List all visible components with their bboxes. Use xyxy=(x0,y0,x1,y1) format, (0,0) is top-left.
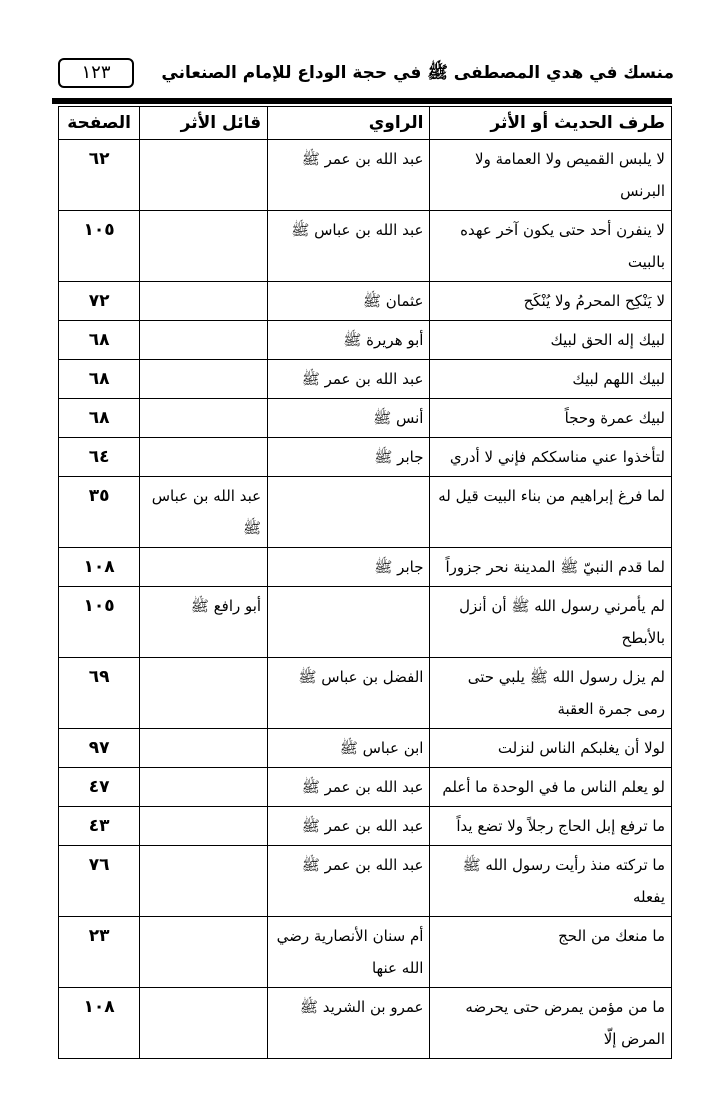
table-row xyxy=(59,321,672,360)
cell-rawi: أنس ﷺ xyxy=(268,399,430,438)
page-header xyxy=(52,56,674,94)
hadith-index-table xyxy=(58,106,672,1059)
cell-page: ٦٢ xyxy=(59,140,140,211)
cell-page: ١٠٥ xyxy=(59,211,140,282)
table-row xyxy=(59,282,672,321)
cell-qaail xyxy=(140,548,268,587)
cell-page: ٢٣ xyxy=(59,917,140,988)
cell-page: ٦٤ xyxy=(59,438,140,477)
column-header-page: الصفحة xyxy=(59,107,140,140)
cell-qaail xyxy=(140,211,268,282)
cell-rawi xyxy=(268,477,430,548)
cell-qaail xyxy=(140,360,268,399)
cell-hadith: لم يزل رسول الله ﷺ يلبي حتى رمى جمرة العقبة xyxy=(430,658,672,729)
table-row xyxy=(59,211,672,282)
cell-rawi: عمرو بن الشريد ﷺ xyxy=(268,988,430,1059)
table-row xyxy=(59,360,672,399)
cell-page: ٦٩ xyxy=(59,658,140,729)
cell-hadith: لتأخذوا عني مناسككم فإني لا أدري xyxy=(430,438,672,477)
cell-qaail xyxy=(140,768,268,807)
cell-page: ٩٧ xyxy=(59,729,140,768)
cell-hadith: لما قدم النبيّ ﷺ المدينة نحر جزوراً xyxy=(430,548,672,587)
cell-page: ٧٦ xyxy=(59,846,140,917)
table-row xyxy=(59,477,672,548)
table-row xyxy=(59,768,672,807)
table-header-row xyxy=(59,107,672,140)
cell-qaail xyxy=(140,988,268,1059)
cell-qaail xyxy=(140,917,268,988)
table-row xyxy=(59,438,672,477)
column-header-hadith: طرف الحديث أو الأثر xyxy=(430,107,672,140)
cell-page: ٣٥ xyxy=(59,477,140,548)
table-row xyxy=(59,917,672,988)
table-row xyxy=(59,658,672,729)
cell-hadith: لما فرغ إبراهيم من بناء البيت قيل له xyxy=(430,477,672,548)
cell-qaail xyxy=(140,438,268,477)
cell-page: ٦٨ xyxy=(59,321,140,360)
cell-rawi: جابر ﷺ xyxy=(268,438,430,477)
cell-rawi: عبد الله بن عمر ﷺ xyxy=(268,807,430,846)
table-row xyxy=(59,846,672,917)
cell-qaail xyxy=(140,140,268,211)
cell-hadith: لا يَنْكِح المحرمُ ولا يُنْكَح xyxy=(430,282,672,321)
cell-rawi: عثمان ﷺ xyxy=(268,282,430,321)
cell-hadith: لو يعلم الناس ما في الوحدة ما أعلم xyxy=(430,768,672,807)
cell-hadith: لبيك إله الحق لبيك xyxy=(430,321,672,360)
cell-page: ١٠٨ xyxy=(59,988,140,1059)
cell-hadith: لولا أن يغلبكم الناس لنزلت xyxy=(430,729,672,768)
table-row xyxy=(59,729,672,768)
cell-rawi: عبد الله بن عباس ﷺ xyxy=(268,211,430,282)
cell-page: ٦٨ xyxy=(59,399,140,438)
cell-qaail xyxy=(140,807,268,846)
cell-qaail xyxy=(140,658,268,729)
table-row xyxy=(59,587,672,658)
page-number-box xyxy=(58,58,134,88)
cell-qaail xyxy=(140,729,268,768)
cell-rawi: أبو هريرة ﷺ xyxy=(268,321,430,360)
cell-page: ٦٨ xyxy=(59,360,140,399)
cell-rawi: عبد الله بن عمر ﷺ xyxy=(268,846,430,917)
table-row xyxy=(59,548,672,587)
cell-hadith: لبيك اللهم لبيك xyxy=(430,360,672,399)
table-row xyxy=(59,399,672,438)
cell-qaail: عبد الله بن عباس ﷺ xyxy=(140,477,268,548)
cell-hadith: لا يلبس القميص ولا العمامة ولا البرنس xyxy=(430,140,672,211)
cell-hadith: ما تركته منذ رأيت رسول الله ﷺ يفعله xyxy=(430,846,672,917)
cell-qaail xyxy=(140,282,268,321)
cell-hadith: لبيك عمرة وحجاً xyxy=(430,399,672,438)
table-row xyxy=(59,807,672,846)
table-row xyxy=(59,988,672,1059)
cell-rawi: أم سنان الأنصارية رضي الله عنها xyxy=(268,917,430,988)
cell-page: ١٠٨ xyxy=(59,548,140,587)
header-rule xyxy=(52,98,672,104)
column-header-qaail: قائل الأثر xyxy=(140,107,268,140)
cell-hadith: ما منعك من الحج xyxy=(430,917,672,988)
cell-hadith: ما من مؤمن يمرض حتى يحرضه المرض إلّا xyxy=(430,988,672,1059)
column-header-rawi: الراوي xyxy=(268,107,430,140)
cell-page: ٧٢ xyxy=(59,282,140,321)
cell-qaail xyxy=(140,846,268,917)
cell-page: ٤٧ xyxy=(59,768,140,807)
page-number: ١٢٣ xyxy=(81,62,111,83)
cell-rawi: عبد الله بن عمر ﷺ xyxy=(268,768,430,807)
cell-rawi: ابن عباس ﷺ xyxy=(268,729,430,768)
cell-qaail xyxy=(140,321,268,360)
table-row xyxy=(59,140,672,211)
cell-page: ١٠٥ xyxy=(59,587,140,658)
cell-rawi: الفضل بن عباس ﷺ xyxy=(268,658,430,729)
cell-rawi: عبد الله بن عمر ﷺ xyxy=(268,140,430,211)
cell-rawi: جابر ﷺ xyxy=(268,548,430,587)
cell-page: ٤٣ xyxy=(59,807,140,846)
cell-rawi: عبد الله بن عمر ﷺ xyxy=(268,360,430,399)
cell-qaail xyxy=(140,399,268,438)
book-title: منسك في هدي المصطفى ﷺ في حجة الوداع للإمام الصنعاني xyxy=(161,63,674,83)
cell-hadith: لم يأمرني رسول الله ﷺ أن أنزل بالأبطح xyxy=(430,587,672,658)
cell-hadith: لا ينفرن أحد حتى يكون آخر عهده بالبيت xyxy=(430,211,672,282)
table-body xyxy=(59,140,672,1059)
cell-rawi xyxy=(268,587,430,658)
cell-hadith: ما ترفع إبل الحاج رجلاً ولا تضع يداً xyxy=(430,807,672,846)
cell-qaail: أبو رافع ﷺ xyxy=(140,587,268,658)
